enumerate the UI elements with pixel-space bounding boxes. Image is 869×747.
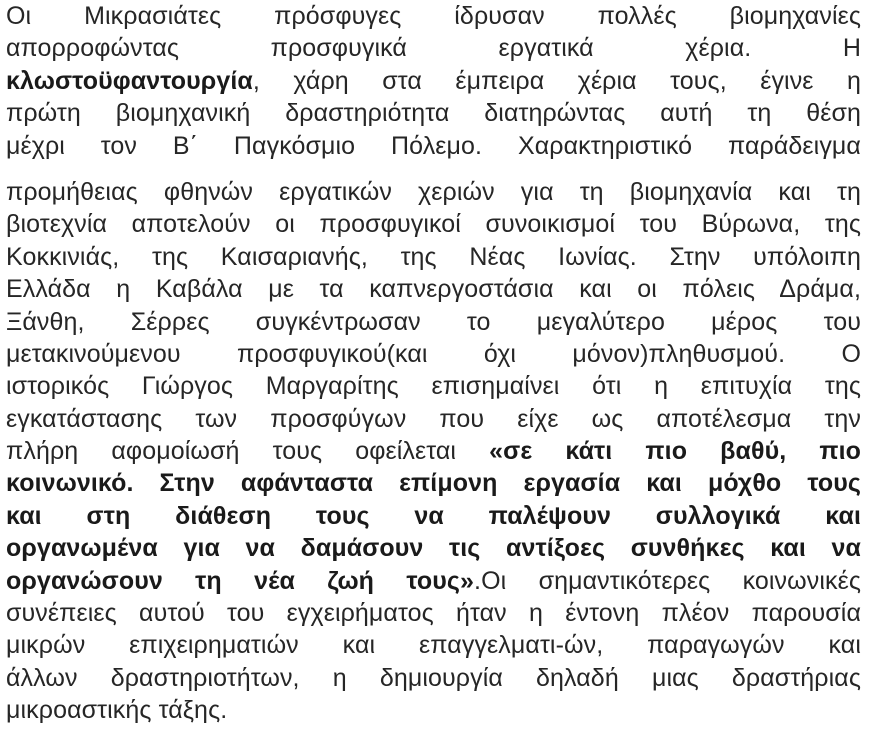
text-line [6, 500, 861, 532]
text-run: Ξάνθη, Σέρρες συγκέντρωσαν το μεγαλύτερο μέρος του [6, 307, 861, 336]
text-run: Ελλάδα η Καβάλα με τα καπνεργοστάσια και οι πόλεις Δράμα, [6, 275, 861, 304]
text-run: προμήθειας φθηνών εργατικών χεριών για τη βιομηχανία και τη [6, 177, 861, 206]
text-line [6, 208, 861, 240]
text-run: .Οι σημαντικότερες κοινωνικές [474, 566, 861, 595]
bold-text-run: οργανωμένα για να δαμάσουν τις αντίξοες συνθήκες και να [6, 534, 861, 563]
text-line [6, 532, 861, 564]
text-line [6, 467, 861, 499]
text-line [6, 694, 861, 726]
text-line [6, 629, 861, 661]
text-run: συνέπειες αυτού του εγχειρήματος ήταν η έντονη πλέον παρουσία [6, 599, 861, 628]
document-text-block [6, 0, 861, 727]
bold-text-run: «σε κάτι πιο βαθύ, πιο [489, 437, 861, 466]
text-run: Οι Μικρασιάτες πρόσφυγες ίδρυσαν πολλές βιομηχανίες [6, 2, 861, 30]
text-run: απορροφώντας προσφυγικά εργατικά χέρια. Η [6, 34, 861, 63]
text-line [6, 338, 861, 370]
text-line [6, 403, 861, 435]
bold-text-run: κοινωνικό. Στην αφάνταστα επίμονη εργασία και μόχθο τους [6, 469, 861, 498]
text-line [6, 662, 861, 694]
text-line [6, 97, 861, 129]
text-line [6, 176, 861, 208]
text-line [6, 0, 861, 32]
text-line [6, 130, 861, 162]
bold-text-run: οργανώσουν τη νέα ζωή τους» [6, 566, 475, 595]
text-run: μικρών επιχειρηματιών και επαγγελματι-ών, παραγωγών και [6, 631, 861, 660]
text-run: πλήρη αφομοίωσή τους οφείλεται [6, 437, 490, 466]
text-run: ιστορικός Γιώργος Μαργαρίτης επισημαίνει ότι η επιτυχία της [6, 372, 861, 401]
text-run: πρώτη βιομηχανική δραστηριότητα διατηρώντας αυτή τη θέση [6, 99, 861, 128]
text-line [6, 306, 861, 338]
text-line [6, 241, 861, 273]
text-run: μικροαστικής τάξης. [6, 696, 228, 725]
paragraph-gap [6, 162, 861, 176]
text-line [6, 273, 861, 305]
text-run: μέχρι τον Β΄ Παγκόσμιο Πόλεμο. Χαρακτηριστικό παράδειγμα [6, 131, 861, 160]
text-line [6, 435, 861, 467]
text-run: , χάρη στα έμπειρα χέρια τους, έγινε η [252, 66, 861, 95]
text-run: εγκατάστασης των προσφύγων που είχε ως αποτέλεσμα την [6, 404, 861, 433]
text-run: Κοκκινιάς, της Καισαριανής, της Νέας Ιωνίας. Στην υπόλοιπη [6, 242, 861, 271]
text-run: άλλων δραστηριοτήτων, η δημιουργία δηλαδή μιας δραστήριας [6, 663, 861, 692]
bold-text-run: και στη διάθεση τους να παλέψουν συλλογικά και [6, 501, 861, 530]
text-run: μετακινούμενου προσφυγικού(και όχι μόνον)πληθυσμού. Ο [6, 339, 861, 368]
text-line [6, 597, 861, 629]
text-line [6, 565, 861, 597]
text-line [6, 65, 861, 97]
text-run: βιοτεχνία αποτελούν οι προσφυγικοί συνοικισμοί του Βύρωνα, της [6, 210, 861, 239]
bold-text-run: κλωστοϋφαντουργία [6, 66, 253, 95]
text-line [6, 370, 861, 402]
text-line [6, 32, 861, 64]
